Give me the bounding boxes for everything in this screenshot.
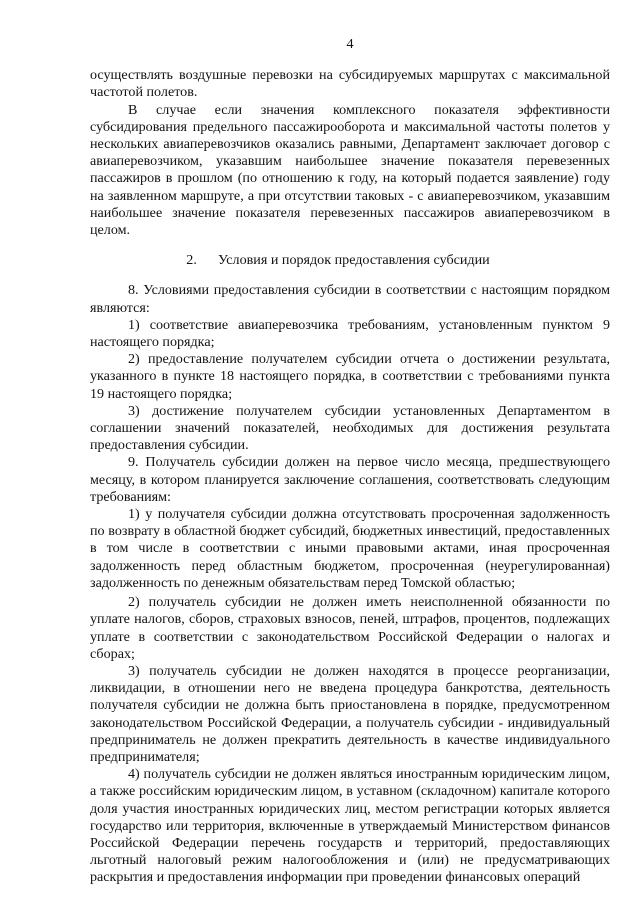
paragraph-item-9-2: 2) получатель субсидии не должен иметь неисполненной обязанности по уплате налогов, сборов, страховых взносов, пеней, штрафов, процентов, подлежащих уплате в соответствии с законодательством Российской Федерации о налогах и сборах; bbox=[90, 594, 610, 662]
paragraph-item-9-1: 1) у получателя субсидии должна отсутствовать просроченная задолженность по возврату в областной бюджет субсидий, бюджетных инвестиций, предоставленных в том числе в соответствии с иными правовыми актами, иная просроченная задолженность перед областным бюджетом, просроченная (неурегулированная) задолженность по денежным обязательствам перед Томской областью; bbox=[90, 506, 610, 591]
section-title: 2. Условия и порядок предоставления субсидии bbox=[186, 252, 490, 269]
page-number: 4 bbox=[346, 36, 354, 52]
document-page bbox=[90, 36, 610, 887]
paragraph-item-8-1: 1) соответствие авиаперевозчика требованиям, установленным пунктом 9 настоящего порядка; bbox=[90, 316, 610, 351]
paragraph-continuation: осуществлять воздушные перевозки на субсидируемых маршрутах с максимальной частотой полетов. bbox=[90, 67, 610, 101]
paragraph-item-9-4: 4) получатель субсидии не должен являться иностранным юридическим лицом, а также российским юридическим лицом, в уставном (складочном) капитале которого доля участия иностранных юридических лиц, местом регистрации которых является государство или территория, включенные в утверждаемый Министерством финансов Российской Федерации перечень государств и территорий, предоставляющих льготный налоговый режим налогообложения и (или) не предусматривающих раскрытия и предоставления информации при проведении финансовых операций bbox=[90, 766, 610, 886]
paragraph-item-9: 9. Получатель субсидии должен на первое число месяца, предшествующего месяцу, в котором планируется заключение соглашения, соответствовать следующим требованиям: bbox=[90, 454, 610, 505]
paragraph-item-9-3: 3) получатель субсидии не должен находятся в процессе реорганизации, ликвидации, в отношении него не введена процедура банкротства, деятельность получателя субсидии не должна быть приостановлена в порядке, предусмотренном законодательством Российской Федерации, а получатель субсидии - индивидуальный предприниматель не должен прекратить деятельность в качестве индивидуального предпринимателя; bbox=[90, 662, 610, 765]
paragraph-item-8: 8. Условиями предоставления субсидии в соответствии с настоящим порядком являются: bbox=[90, 282, 610, 316]
paragraph-item-8-2: 2) предоставление получателем субсидии отчета о достижении результата, указанного в пункте 18 настоящего порядка, в соответствии с требованиями пункта 19 настоящего порядка; bbox=[90, 351, 610, 402]
paragraph-equal-values: В случае если значения комплексного показателя эффективности субсидирования предельного пассажирооборота и максимальной частоты полетов у нескольких авиаперевозчиков оказались равными, Департамент заключает договор с авиаперевозчиком, указавшим наибольшее значение показателя перевезенных пассажиров в прошлом (по отношению к году, на который подается заявление) году на заявленном маршруте, а при отсутствии таковых - с авиаперевозчиком, указавшим наибольшее значение показателя перевезенных пассажиров авиаперевозчиком в целом. bbox=[90, 101, 610, 239]
paragraph-item-8-3: 3) достижение получателем субсидии установленных Департаментом в соглашении значений показателей, необходимых для достижения результата предоставления субсидии. bbox=[90, 402, 610, 454]
